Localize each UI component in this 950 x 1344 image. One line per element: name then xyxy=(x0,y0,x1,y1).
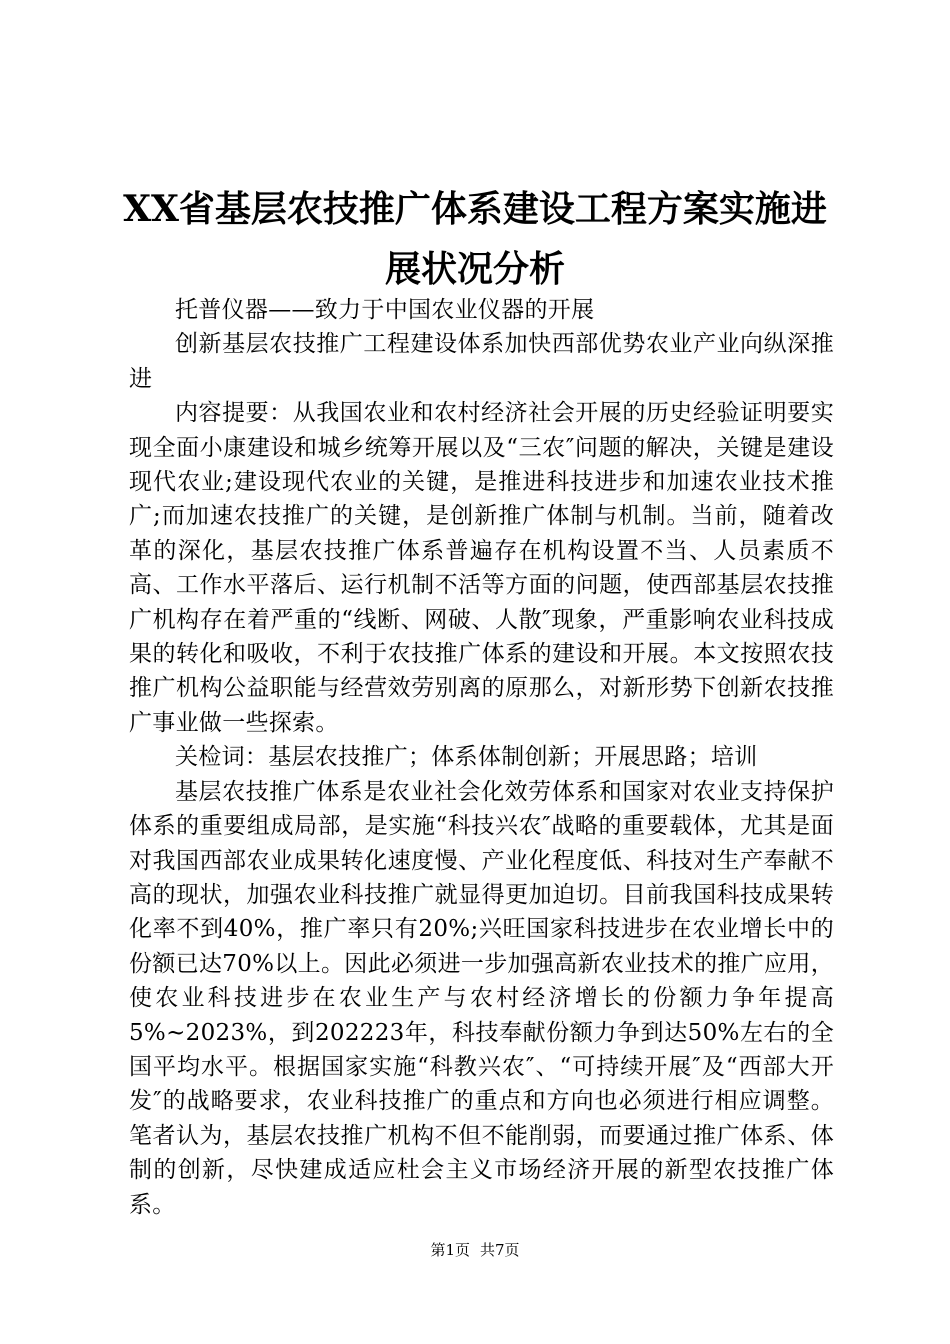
paragraph-company: 托普仪器——致力于中国农业仪器的开展 xyxy=(175,297,595,323)
paragraph-subtitle: 创新基层农技推广工程建设体系加快西部优势农业产业向纵深推进 xyxy=(129,331,834,392)
page-footer xyxy=(0,1240,950,1260)
paragraph-keywords: 关检词：基层农技推广；体系体制创新；开展思路；培训 xyxy=(175,744,758,771)
document-title-line-2: 展状况分析 xyxy=(384,248,565,290)
document-body xyxy=(129,293,834,1222)
document-title-line-1: XX省基层农技推广体系建设工程方案实施进 xyxy=(123,188,827,230)
paragraph-abstract: 内容提要：从我国农业和农村经济社会开展的历史经验证明要实现全面小康建设和城乡统筹开展以及“三农″问题的解决，关键是建设现代农业;建设现代农业的关键，是推进科技进步和加速农业技术推广;而加速农技推广的关键，是创新推广体制与机制。当前，随着改革的深化，基层农技推广体系普遍存在机构设置不当、人员素质不高、工作水平落后、运行机制不活等方面的问题，使西部基层农技推广机构存在着严重的“线断、网破、人散″现象，严重影响农业科技成果的转化和吸收，不利于农技推广体系的建设和开展。本文按照农技推广机构公益职能与经营效劳别离的原那么，对新形势下创新农技推广事业做一些探索。 xyxy=(129,400,834,736)
paragraph-intro: 基层农技推广体系是农业社会化效劳体系和国家对农业支持保护体系的重要组成局部，是实施“科技兴农″战略的重要载体，尤其是面对我国西部农业成果转化速度慢、产业化程度低、科技对生产奉献不高的现状，加强农业科技推广就显得更加迫切。目前我国科技成果转化率不到40%，推广率只有20%;兴旺国家科技进步在农业增长中的份额已达70%以上。因此必须进一步加强高新农业技术的推广应用，使农业科技进步在农业生产与农村经济增长的份额力争年提高5%~2023%，到202223年，科技奉献份额力争到达50%左右的全国平均水平。根据国家实施“科教兴农″、“可持续开展″及“西部大开发″的战略要求，农业科技推广的重点和方向也必须进行相应调整。笔者认为，基层农技推广机构不但不能削弱，而要通过推广体系、体制的创新，尽快建成适应杜会主义市场经济开展的新型农技推广体系。 xyxy=(129,778,834,1218)
page-number: 第1页 xyxy=(430,1241,470,1259)
page-total: 共7页 xyxy=(480,1241,520,1259)
